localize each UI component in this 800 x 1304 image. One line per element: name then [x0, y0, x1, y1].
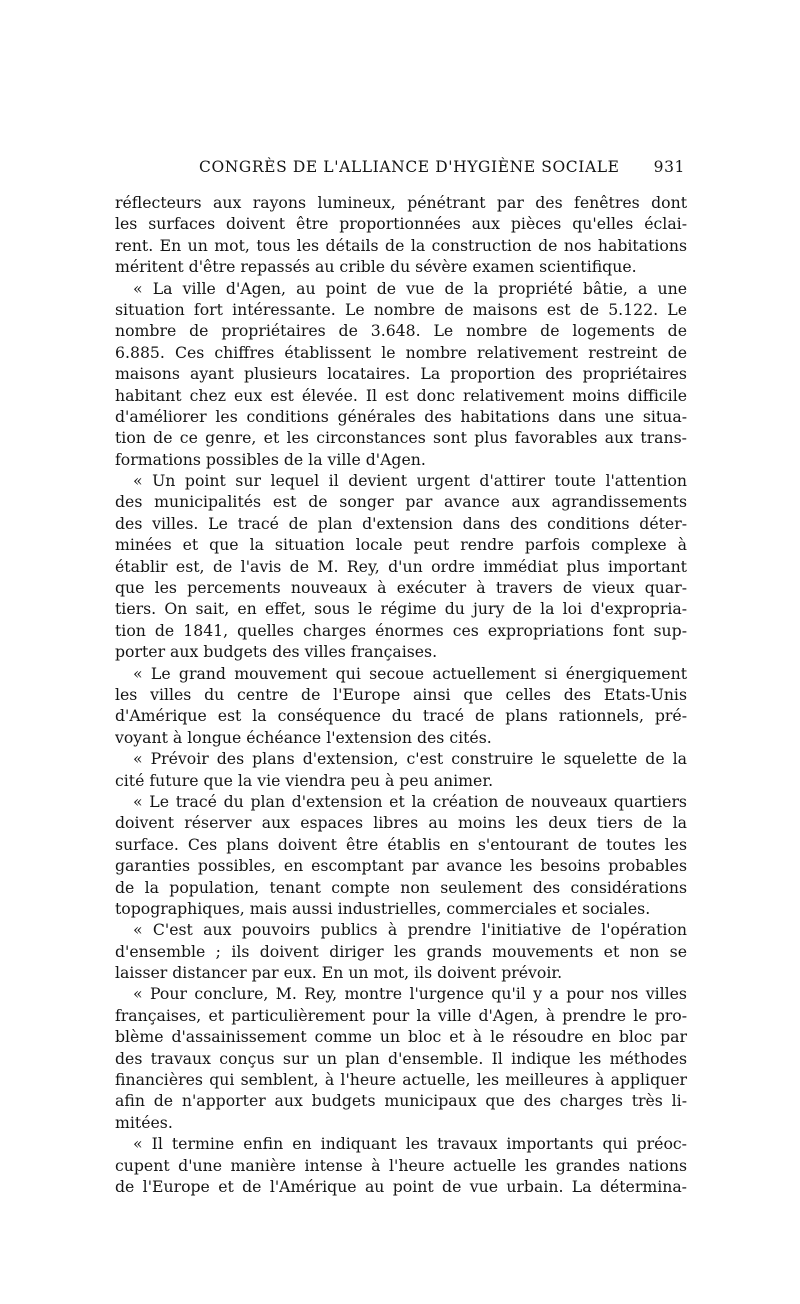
text-line: méritent d'être repassés au crible du sévère examen scientifique. [115, 257, 637, 277]
text-line: topographiques, mais aussi industrielles, commerciales et sociales. [115, 898, 651, 918]
text-line: afin de n'apporter aux budgets municipaux que des charges très li- [115, 1091, 687, 1111]
text-line: que les percements nouveaux à exécuter à travers de vieux quar- [115, 578, 687, 598]
text-line: voyant à longue échéance l'extension des cités. [115, 727, 492, 747]
text-line: cupent d'une manière intense à l'heure actuelle les grandes nations [115, 1155, 687, 1175]
text-line: d'Amérique est la conséquence du tracé de plans rationnels, pré- [115, 706, 687, 726]
text-line: des municipalités est de songer par avance aux agrandissements [115, 492, 687, 512]
text-line: « Le tracé du plan d'extension et la création de nouveaux quartiers [133, 791, 687, 811]
text-line: « Il termine enfin en indiquant les travaux importants qui préoc- [133, 1134, 687, 1154]
text-line: tion de 1841, quelles charges énormes ces expropriations font sup- [115, 620, 687, 640]
text-line: tiers. On sait, en effet, sous le régime du jury de la loi d'expropria- [115, 599, 687, 619]
text-line: doivent réserver aux espaces libres au moins les deux tiers de la [115, 813, 687, 833]
text-line: « La ville d'Agen, au point de vue de la propriété bâtie, a une [133, 278, 687, 298]
text-line: minées et que la situation locale peut rendre parfois complexe à [115, 535, 687, 555]
text-line: habitant chez eux est élevée. Il est donc relativement moins difficile [115, 385, 687, 405]
text-line: cité future que la vie viendra peu à peu animer. [115, 770, 494, 790]
text-line: blème d'assainissement comme un bloc et à le résoudre en bloc par [115, 1027, 687, 1047]
text-line: « Prévoir des plans d'extension, c'est construire le squelette de la [133, 749, 687, 769]
text-line: tion de ce genre, et les circonstances sont plus favorables aux trans- [115, 428, 687, 448]
text-line: mitées. [115, 1112, 173, 1132]
text-line: « Pour conclure, M. Rey, montre l'urgence qu'il y a pour nos villes [133, 984, 687, 1004]
text-line: « Le grand mouvement qui secoue actuellement si énergiquement [133, 663, 687, 683]
text-line: des travaux conçus sur un plan d'ensemble. Il indique les méthodes [115, 1048, 687, 1068]
text-line: les surfaces doivent être proportionnées aux pièces qu'elles éclai- [115, 214, 687, 234]
text-line: de la population, tenant compte non seulement des considérations [115, 877, 687, 897]
text-line: de l'Europe et de l'Amérique au point de vue urbain. La détermina- [115, 1176, 687, 1196]
text-line: garanties possibles, en escomptant par avance les besoins probables [115, 856, 687, 876]
text-line: 6.885. Ces chiffres établissent le nombre relativement restreint de [115, 342, 687, 362]
running-head [115, 158, 685, 180]
text-line: laisser distancer par eux. En un mot, ils doivent prévoir. [115, 963, 563, 983]
text-line: financières qui semblent, à l'heure actuelle, les meilleures à appliquer [115, 1070, 687, 1090]
page-number: 931 [653, 158, 685, 176]
text-line: d'améliorer les conditions générales des habitations dans une situa- [115, 406, 687, 426]
text-line: des villes. Le tracé de plan d'extension dans des conditions déter- [115, 513, 687, 533]
text-line: situation fort intéressante. Le nombre de maisons est de 5.122. Le [115, 299, 687, 319]
text-line: d'ensemble ; ils doivent diriger les grands mouvements et non se [115, 941, 687, 961]
text-line: nombre de propriétaires de 3.648. Le nombre de logements de [115, 321, 687, 341]
text-line: « C'est aux pouvoirs publics à prendre l'initiative de l'opération [133, 920, 687, 940]
text-line: établir est, de l'avis de M. Rey, d'un ordre immédiat plus important [115, 556, 687, 576]
text-line: françaises, et particulièrement pour la ville d'Agen, à prendre le pro- [115, 1005, 687, 1025]
text-line: rent. En un mot, tous les détails de la construction de nos habitations [115, 235, 687, 255]
text-line: « Un point sur lequel il devient urgent d'attirer toute l'attention [133, 471, 687, 491]
text-line: maisons ayant plusieurs locataires. La proportion des propriétaires [115, 364, 687, 384]
text-line: réflecteurs aux rayons lumineux, pénétrant par des fenêtres dont [115, 193, 687, 212]
body-text [115, 192, 687, 1197]
text-line: porter aux budgets des villes françaises. [115, 642, 438, 662]
running-title: CONGRÈS DE L'ALLIANCE D'HYGIÈNE SOCIALE [199, 158, 620, 176]
text-line: formations possibles de la ville d'Agen. [115, 449, 426, 469]
text-line: surface. Ces plans doivent être établis en s'entourant de toutes les [115, 834, 687, 854]
text-line: les villes du centre de l'Europe ainsi que celles des Etats-Unis [115, 684, 687, 704]
